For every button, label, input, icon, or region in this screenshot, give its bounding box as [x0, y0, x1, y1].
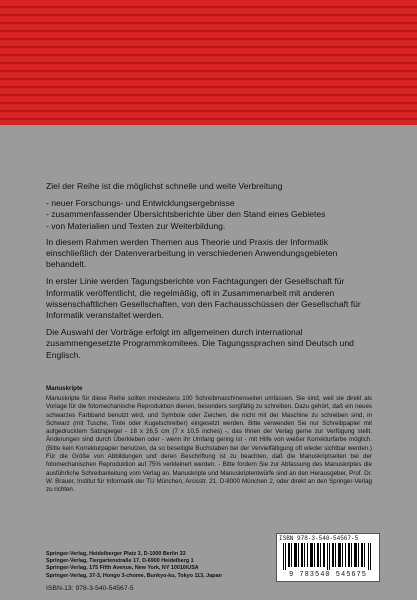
cover-stripe — [0, 118, 417, 120]
list-item: - zusammenfassender Übersichtsberichte über den Stand eines Gebietes — [46, 209, 326, 220]
cover-stripe — [0, 54, 417, 56]
barcode-isbn-label: ISBN 978-3-540-54567-5 — [279, 535, 359, 542]
cover-stripe — [0, 14, 417, 16]
manuscripts-text: Manuskripte für diese Reihe sollten mindestens 100 Schreibmaschinenseiten umfassen. Sie sind, weil sie direkt als Vorlage für die fotomechanische Reproduktion dienen, besonders sorgfältig zu schreiben. Dazu gehört, daß ein neues schwarzes Farbband benutzt wird, und Symbole oder Zeichen, die nicht mit der Maschine zu schreiben sind, in Schwarz (mit Tusche, Tinte oder Kugelschreiber) eingesetzt werden. Bitte verwenden Sie nur Schreibpapier mit aufgedrucktem Satzspiegel - 18 x 26,5 cm (7 x 10,5 inches) -, das Ihnen der Verlag gerne zur Verfügung stellt. Änderungen sind durch Überkleben oder - wenn ihr Umfang gering ist - mit Hilfe von weißer Korrekturfarbe möglich. (Bitte kein Korrekturpapier benutzen, da so beseitigte Buchstaben bei der Vervielfältigung oft wieder sichtbar werden.) Für die Größe von Abbildungen und deren Beschriftung ist zu beachten, daß die Manuskriptseiten bei der fotomechanischen Reproduktion auf 75% verkleinert werden. - Bitte fordern Sie zur Abfassung des Manuskriptes die ausführliche Schreibanleitung vom Verlag an. Manuskripte und Manuskriptentwürfe sind an den Herausgeber, Prof. Dr. W. Brauer, Institut für Informatik der TU München, Arcisstr. 21, D-8000 München 2, oder direkt an den Springer-Verlag zu richten. — [46, 395, 372, 494]
cover-stripe — [0, 22, 417, 24]
publisher-address: Springer-Verlag, 37-3, Hongo 3-chome, Bunkyo-ku, Tokyo 113, Japan — [46, 572, 222, 579]
barcode-icon — [283, 543, 373, 570]
cover-stripe — [0, 70, 417, 72]
isbn13-label: ISBN-13: 978-3-540-54567-5 — [46, 585, 134, 592]
publisher-address: Springer-Verlag, Tiergartenstraße 17, D-6900 Heidelberg 1 — [46, 558, 194, 565]
cover-stripe — [0, 38, 417, 40]
cover-red-band — [0, 0, 417, 125]
manuscripts-heading: Manuskripte — [46, 385, 83, 392]
publisher-addresses — [46, 551, 222, 580]
intro-text: Ziel der Reihe ist die möglichst schnelle und weite Verbreitung — [46, 181, 283, 191]
list-item: - von Materialien und Texten zur Weiterbildung. — [46, 220, 226, 231]
paragraph-selection: Die Auswahl der Vorträge erfolgt im allgemeinen durch international zusammengesetzte Programmkomitees. Die Tagungssprachen sind Deutsch und Englisch. — [46, 327, 354, 360]
barcode-digits: 9 783540 545675 — [288, 571, 367, 579]
list-item: - neuer Forschungs- und Entwicklungsergebnisse — [46, 198, 235, 209]
cover-stripe — [0, 102, 417, 104]
cover-stripe — [0, 6, 417, 8]
cover-stripe — [0, 46, 417, 48]
cover-stripe — [0, 86, 417, 88]
goals-list — [46, 198, 376, 232]
publisher-address: Springer-Verlag, 175 Fifth Avenue, New York, NY 10010/USA — [46, 565, 199, 572]
cover-stripe — [0, 94, 417, 96]
isbn-barcode-box — [276, 533, 380, 582]
series-description — [46, 181, 376, 367]
paragraph-scope: In diesem Rahmen werden Themen aus Theorie und Praxis der Informatik einschließlich der Datenverarbeitung in verschiedenen Anwendungsgebieten behandelt. — [46, 236, 338, 270]
paragraph-proceedings: In erster Linie werden Tagungsberichte von Fachtagungen der Gesellschaft für Informatik veröffentlicht, die regelmäßig, oft in Zusammenarbeit mit anderen wissenschaftlichen Gesellschaften, von den Fachausschüssen der Gesellschaft für Informatik veranstaltet werden. — [46, 276, 361, 321]
cover-stripe — [0, 30, 417, 32]
publisher-address: Springer-Verlag, Heidelberger Platz 3, D-1000 Berlin 33 — [46, 551, 186, 557]
cover-stripe — [0, 110, 417, 112]
cover-stripe — [0, 78, 417, 80]
cover-stripe — [0, 62, 417, 64]
